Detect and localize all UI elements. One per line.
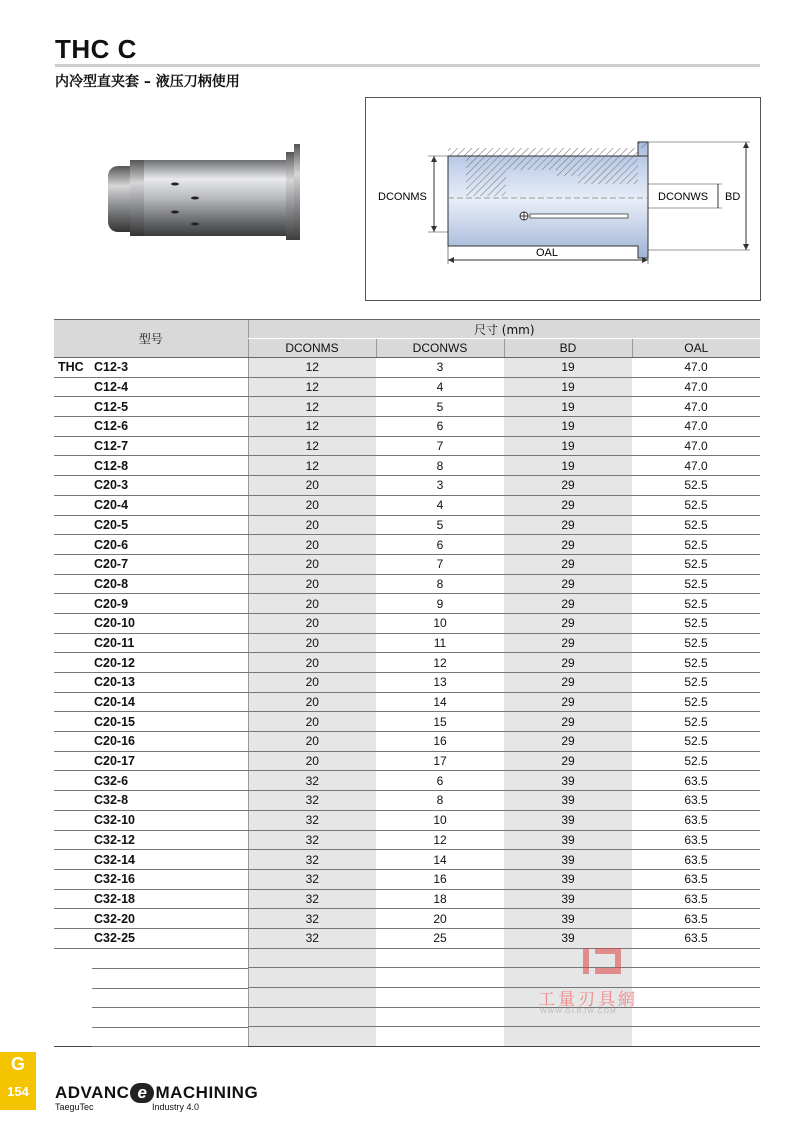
cell-dconws: 11 — [376, 633, 504, 653]
section-tab — [0, 1052, 36, 1110]
model-cell — [54, 495, 248, 515]
col-header-bd: BD — [504, 339, 632, 358]
cell-dconms: 12 — [248, 456, 376, 476]
model-code: C12-6 — [94, 419, 129, 434]
cell-dconms: 32 — [248, 850, 376, 870]
cell-dconms: 20 — [248, 732, 376, 752]
cell-bd: 39 — [504, 928, 632, 948]
cell-oal: 47.0 — [632, 358, 760, 378]
cell-dconms: 12 — [248, 358, 376, 378]
cell-dconms: 12 — [248, 436, 376, 456]
cell-dconws: 8 — [376, 456, 504, 476]
cell-oal: 63.5 — [632, 810, 760, 830]
cell-oal: 63.5 — [632, 850, 760, 870]
cell-bd: 19 — [504, 358, 632, 378]
model-cell — [54, 692, 248, 712]
table-row — [54, 456, 760, 476]
model-cell — [54, 535, 248, 555]
cell-bd: 19 — [504, 456, 632, 476]
cell-bd: 39 — [504, 791, 632, 811]
model-cell — [54, 456, 248, 476]
page-number: 154 — [7, 1084, 29, 1099]
cell-bd: 29 — [504, 574, 632, 594]
logo-sub-left: TaeguTec — [55, 1102, 94, 1112]
cell-dconms: 20 — [248, 653, 376, 673]
cell-oal: 63.5 — [632, 928, 760, 948]
cell-dconws: 6 — [376, 417, 504, 437]
cell-dconms: 32 — [248, 791, 376, 811]
table-row — [54, 535, 760, 555]
cell-oal: 52.5 — [632, 613, 760, 633]
model-cell — [54, 791, 248, 811]
cell-dconws: 15 — [376, 712, 504, 732]
model-code: C12-8 — [94, 458, 129, 473]
cell-dconws: 12 — [376, 653, 504, 673]
blank-rule — [92, 1046, 248, 1047]
model-cell — [54, 909, 248, 929]
model-cell — [54, 771, 248, 791]
cell-dconws: 16 — [376, 732, 504, 752]
model-code: C32-8 — [94, 793, 129, 808]
cell-dconms: 20 — [248, 554, 376, 574]
cell-bd: 29 — [504, 732, 632, 752]
empty-cell — [632, 1027, 760, 1047]
empty-cell — [248, 988, 376, 1008]
cell-dconms: 20 — [248, 515, 376, 535]
cell-dconws: 3 — [376, 358, 504, 378]
model-code: C20-15 — [94, 714, 135, 729]
cell-dconws: 10 — [376, 810, 504, 830]
cell-dconws: 5 — [376, 515, 504, 535]
cell-dconms: 32 — [248, 869, 376, 889]
cell-dconws: 7 — [376, 554, 504, 574]
cell-dconws: 10 — [376, 613, 504, 633]
cell-bd: 39 — [504, 889, 632, 909]
cell-bd: 19 — [504, 436, 632, 456]
cell-bd: 29 — [504, 633, 632, 653]
cross-section-diagram — [366, 98, 760, 300]
table-row — [54, 633, 760, 653]
cell-dconws: 7 — [376, 436, 504, 456]
cell-bd: 29 — [504, 613, 632, 633]
cell-dconms: 20 — [248, 673, 376, 693]
table-row — [54, 574, 760, 594]
cell-oal: 47.0 — [632, 397, 760, 417]
collet-photo — [100, 140, 310, 240]
col-header-dconms: DCONMS — [248, 339, 376, 358]
model-code: C20-6 — [94, 537, 129, 552]
cell-dconms: 32 — [248, 810, 376, 830]
cell-dconws: 16 — [376, 869, 504, 889]
model-code: C32-25 — [94, 931, 135, 946]
table-row — [54, 791, 760, 811]
cell-dconms: 20 — [248, 594, 376, 614]
cell-dconws: 12 — [376, 830, 504, 850]
cell-bd: 29 — [504, 535, 632, 555]
model-cell — [54, 377, 248, 397]
logo-e-icon: e — [130, 1083, 154, 1103]
cell-bd: 39 — [504, 909, 632, 929]
cell-dconws: 25 — [376, 928, 504, 948]
table-row — [54, 889, 760, 909]
cell-dconws: 18 — [376, 889, 504, 909]
model-code: C12-3 — [94, 360, 129, 375]
cell-oal: 52.5 — [632, 574, 760, 594]
model-code: C20-4 — [94, 498, 129, 513]
cell-dconms: 32 — [248, 928, 376, 948]
cell-dconms: 32 — [248, 909, 376, 929]
cell-dconws: 20 — [376, 909, 504, 929]
model-code: C32-6 — [94, 773, 129, 788]
cell-bd: 29 — [504, 554, 632, 574]
cell-dconms: 20 — [248, 495, 376, 515]
model-cell — [54, 417, 248, 437]
model-code: C12-7 — [94, 439, 129, 454]
table-row — [54, 358, 760, 378]
cell-oal: 52.5 — [632, 495, 760, 515]
watermark-url: WWW.GLRJW.COM — [540, 1008, 617, 1015]
title-divider — [55, 64, 760, 67]
model-cell — [54, 397, 248, 417]
table-row — [54, 810, 760, 830]
table-row — [54, 495, 760, 515]
table-row — [54, 712, 760, 732]
cell-dconms: 20 — [248, 751, 376, 771]
model-cell — [54, 633, 248, 653]
table-row — [54, 653, 760, 673]
cell-dconws: 14 — [376, 692, 504, 712]
model-code: C20-14 — [94, 695, 135, 710]
table-row — [54, 515, 760, 535]
cell-dconws: 4 — [376, 495, 504, 515]
cell-bd: 29 — [504, 476, 632, 496]
model-cell-empty — [54, 968, 248, 988]
model-code: C32-20 — [94, 911, 135, 926]
empty-cell — [248, 1007, 376, 1027]
table-row — [54, 751, 760, 771]
model-cell — [54, 594, 248, 614]
cell-dconms: 20 — [248, 476, 376, 496]
cell-dconms: 20 — [248, 535, 376, 555]
cell-oal: 63.5 — [632, 889, 760, 909]
model-cell — [54, 436, 248, 456]
model-cell — [54, 653, 248, 673]
model-cell — [54, 673, 248, 693]
model-cell — [54, 732, 248, 752]
cell-oal: 63.5 — [632, 869, 760, 889]
model-cell — [54, 574, 248, 594]
cell-oal: 52.5 — [632, 692, 760, 712]
cell-oal: 52.5 — [632, 712, 760, 732]
cell-dconws: 14 — [376, 850, 504, 870]
model-code: C12-5 — [94, 399, 129, 414]
size-header: 尺寸 (mm) — [248, 320, 760, 339]
model-cell — [54, 358, 248, 378]
cell-oal: 63.5 — [632, 791, 760, 811]
model-cell — [54, 554, 248, 574]
empty-cell — [376, 948, 504, 968]
cell-oal: 63.5 — [632, 830, 760, 850]
model-code: C32-18 — [94, 891, 135, 906]
model-code: C20-5 — [94, 517, 129, 532]
cell-oal: 47.0 — [632, 436, 760, 456]
table-row — [54, 613, 760, 633]
model-code: C20-12 — [94, 655, 135, 670]
cell-dconms: 20 — [248, 574, 376, 594]
cell-dconms: 32 — [248, 889, 376, 909]
cell-oal: 52.5 — [632, 673, 760, 693]
model-cell-empty — [54, 948, 248, 968]
cell-dconms: 12 — [248, 417, 376, 437]
model-code: C32-14 — [94, 852, 135, 867]
logo-left-text: ADVANC — [55, 1083, 130, 1102]
col-header-oal: OAL — [632, 339, 760, 358]
cell-dconws: 4 — [376, 377, 504, 397]
cell-dconms: 20 — [248, 692, 376, 712]
empty-cell — [248, 968, 376, 988]
table-row — [54, 554, 760, 574]
model-code: C20-10 — [94, 616, 135, 631]
cell-dconws: 17 — [376, 751, 504, 771]
empty-cell — [376, 988, 504, 1008]
label-bd: BD — [725, 191, 741, 203]
table-row — [54, 397, 760, 417]
empty-cell — [376, 1007, 504, 1027]
page-title: THC C — [55, 34, 137, 64]
col-header-dconws: DCONWS — [376, 339, 504, 358]
cell-dconws: 8 — [376, 791, 504, 811]
watermark-text: 工量刃具網 — [538, 990, 638, 1010]
model-cell-empty — [54, 1027, 248, 1047]
cell-bd: 19 — [504, 417, 632, 437]
model-cell — [54, 889, 248, 909]
empty-cell — [376, 968, 504, 988]
model-cell-empty — [54, 1007, 248, 1027]
cell-dconws: 3 — [376, 476, 504, 496]
cell-dconws: 8 — [376, 574, 504, 594]
model-code: C20-3 — [94, 478, 129, 493]
cell-dconms: 12 — [248, 377, 376, 397]
cell-oal: 47.0 — [632, 377, 760, 397]
cell-dconws: 6 — [376, 771, 504, 791]
model-cell — [54, 476, 248, 496]
model-cell — [54, 515, 248, 535]
table-row — [54, 417, 760, 437]
cell-bd: 19 — [504, 377, 632, 397]
cell-bd: 29 — [504, 594, 632, 614]
cell-bd: 29 — [504, 515, 632, 535]
model-code: C20-9 — [94, 596, 129, 611]
model-cell-empty — [54, 988, 248, 1008]
model-cell — [54, 712, 248, 732]
model-code: C20-16 — [94, 734, 135, 749]
cell-oal: 52.5 — [632, 535, 760, 555]
cell-bd: 29 — [504, 495, 632, 515]
cell-dconms: 20 — [248, 633, 376, 653]
cell-bd: 29 — [504, 712, 632, 732]
model-code: C12-4 — [94, 380, 129, 395]
cell-dconws: 5 — [376, 397, 504, 417]
cell-bd: 29 — [504, 673, 632, 693]
table-row — [54, 830, 760, 850]
cell-dconws: 6 — [376, 535, 504, 555]
empty-cell — [248, 1027, 376, 1047]
label-dconws: DCONWS — [658, 191, 709, 203]
model-code: C20-17 — [94, 754, 135, 769]
cell-bd: 39 — [504, 810, 632, 830]
empty-cell — [504, 1027, 632, 1047]
model-code: C32-16 — [94, 872, 135, 887]
model-prefix: THC — [58, 360, 84, 375]
cell-bd: 19 — [504, 397, 632, 417]
page-subtitle: 内冷型直夹套 – 液压刀柄使用 — [55, 74, 240, 90]
cell-bd: 39 — [504, 869, 632, 889]
section-letter: G — [10, 1054, 25, 1074]
empty-cell — [248, 948, 376, 968]
table-row — [54, 850, 760, 870]
cell-bd: 29 — [504, 653, 632, 673]
cell-bd: 29 — [504, 751, 632, 771]
cell-dconms: 12 — [248, 397, 376, 417]
model-cell — [54, 613, 248, 633]
logo-sub-right: Industry 4.0 — [152, 1102, 200, 1112]
table-row — [54, 476, 760, 496]
cell-oal: 52.5 — [632, 594, 760, 614]
table-row — [54, 771, 760, 791]
cell-bd: 39 — [504, 850, 632, 870]
cell-oal: 47.0 — [632, 456, 760, 476]
label-dconms: DCONMS — [378, 191, 427, 203]
cell-dconms: 32 — [248, 771, 376, 791]
model-code: C20-7 — [94, 557, 129, 572]
cell-dconws: 13 — [376, 673, 504, 693]
table-row — [54, 732, 760, 752]
cell-oal: 52.5 — [632, 633, 760, 653]
cell-oal: 52.5 — [632, 515, 760, 535]
blank-row — [54, 1027, 760, 1047]
cell-oal: 52.5 — [632, 554, 760, 574]
cell-oal: 52.5 — [632, 751, 760, 771]
model-cell — [54, 751, 248, 771]
cell-oal: 52.5 — [632, 476, 760, 496]
model-code: C20-11 — [94, 635, 135, 650]
table-row — [54, 673, 760, 693]
model-cell — [54, 830, 248, 850]
model-cell — [54, 850, 248, 870]
cell-oal: 52.5 — [632, 732, 760, 752]
model-cell — [54, 810, 248, 830]
empty-cell — [376, 1027, 504, 1047]
spec-table — [54, 319, 760, 1047]
label-oal: OAL — [536, 247, 559, 259]
cell-oal: 63.5 — [632, 909, 760, 929]
cell-dconws: 9 — [376, 594, 504, 614]
model-code: C32-12 — [94, 832, 135, 847]
cell-dconms: 32 — [248, 830, 376, 850]
model-code: C20-13 — [94, 675, 135, 690]
table-row — [54, 692, 760, 712]
cell-dconms: 20 — [248, 613, 376, 633]
model-header: 型号 — [54, 320, 248, 358]
cell-dconms: 20 — [248, 712, 376, 732]
cell-oal: 63.5 — [632, 771, 760, 791]
cell-oal: 47.0 — [632, 417, 760, 437]
logo-right-text: MACHINING — [155, 1083, 259, 1102]
cell-bd: 29 — [504, 692, 632, 712]
technical-drawing — [365, 97, 761, 301]
table-row — [54, 594, 760, 614]
brand-logo — [55, 1083, 258, 1103]
model-cell — [54, 869, 248, 889]
table-row — [54, 436, 760, 456]
cell-bd: 39 — [504, 771, 632, 791]
cell-bd: 39 — [504, 830, 632, 850]
model-code: C32-10 — [94, 813, 135, 828]
model-cell — [54, 928, 248, 948]
model-code: C20-8 — [94, 576, 129, 591]
table-row — [54, 377, 760, 397]
cell-oal: 52.5 — [632, 653, 760, 673]
table-row — [54, 909, 760, 929]
table-row — [54, 869, 760, 889]
